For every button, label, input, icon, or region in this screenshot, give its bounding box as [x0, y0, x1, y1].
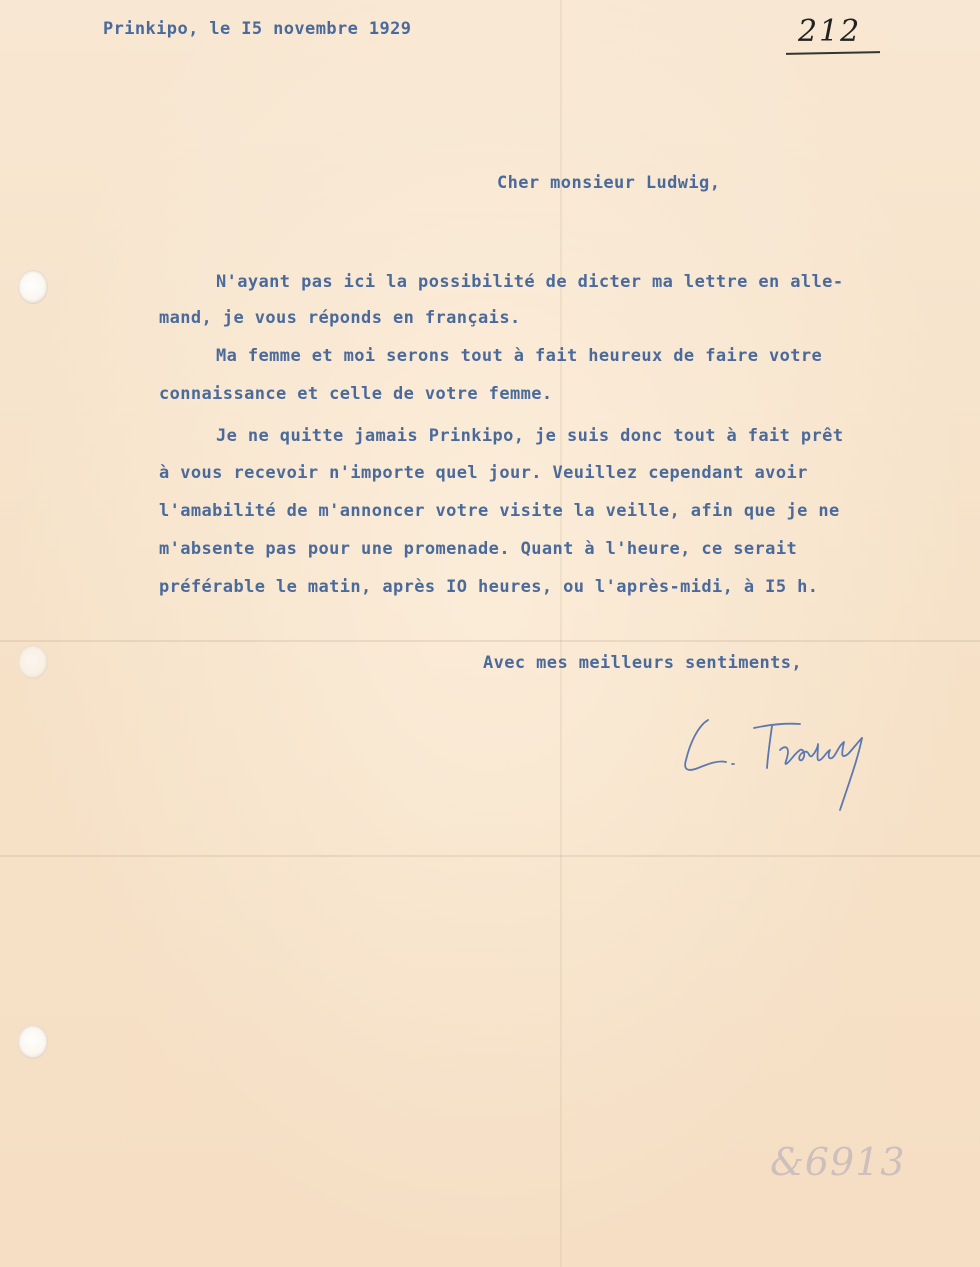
- body-line: l'amabilité de m'annoncer votre visite la veille, afin que je ne: [159, 501, 840, 521]
- body-line: à vous recevoir n'importe quel jour. Veuillez cependant avoir: [159, 463, 808, 483]
- fold-crease: [0, 855, 980, 857]
- body-line: mand, je vous réponds en français.: [159, 308, 521, 328]
- body-line: connaissance et celle de votre femme.: [159, 384, 553, 404]
- body-line: préférable le matin, après IO heures, ou l'après-midi, à I5 h.: [159, 577, 819, 597]
- page-number: 212: [798, 14, 862, 49]
- body-line: N'ayant pas ici la possibilité de dicter ma lettre en alle-: [216, 272, 844, 292]
- punch-hole: [18, 270, 48, 304]
- dateline: Prinkipo, le I5 novembre 1929: [103, 19, 412, 39]
- body-line: Ma femme et moi serons tout à fait heureux de faire votre: [216, 346, 823, 366]
- page-number-underline: [786, 51, 880, 55]
- punch-hole: [18, 1025, 48, 1059]
- body-line: m'absente pas pour une promenade. Quant à l'heure, ce serait: [159, 539, 798, 559]
- fold-crease: [0, 640, 980, 642]
- body-line: Je ne quitte jamais Prinkipo, je suis donc tout à fait prêt: [216, 426, 844, 446]
- salutation: Cher monsieur Ludwig,: [497, 173, 721, 193]
- punch-hole: [18, 645, 48, 679]
- signature: [668, 698, 888, 818]
- archive-stamp: &6913: [770, 1140, 906, 1184]
- closing: Avec mes meilleurs sentiments,: [483, 653, 803, 673]
